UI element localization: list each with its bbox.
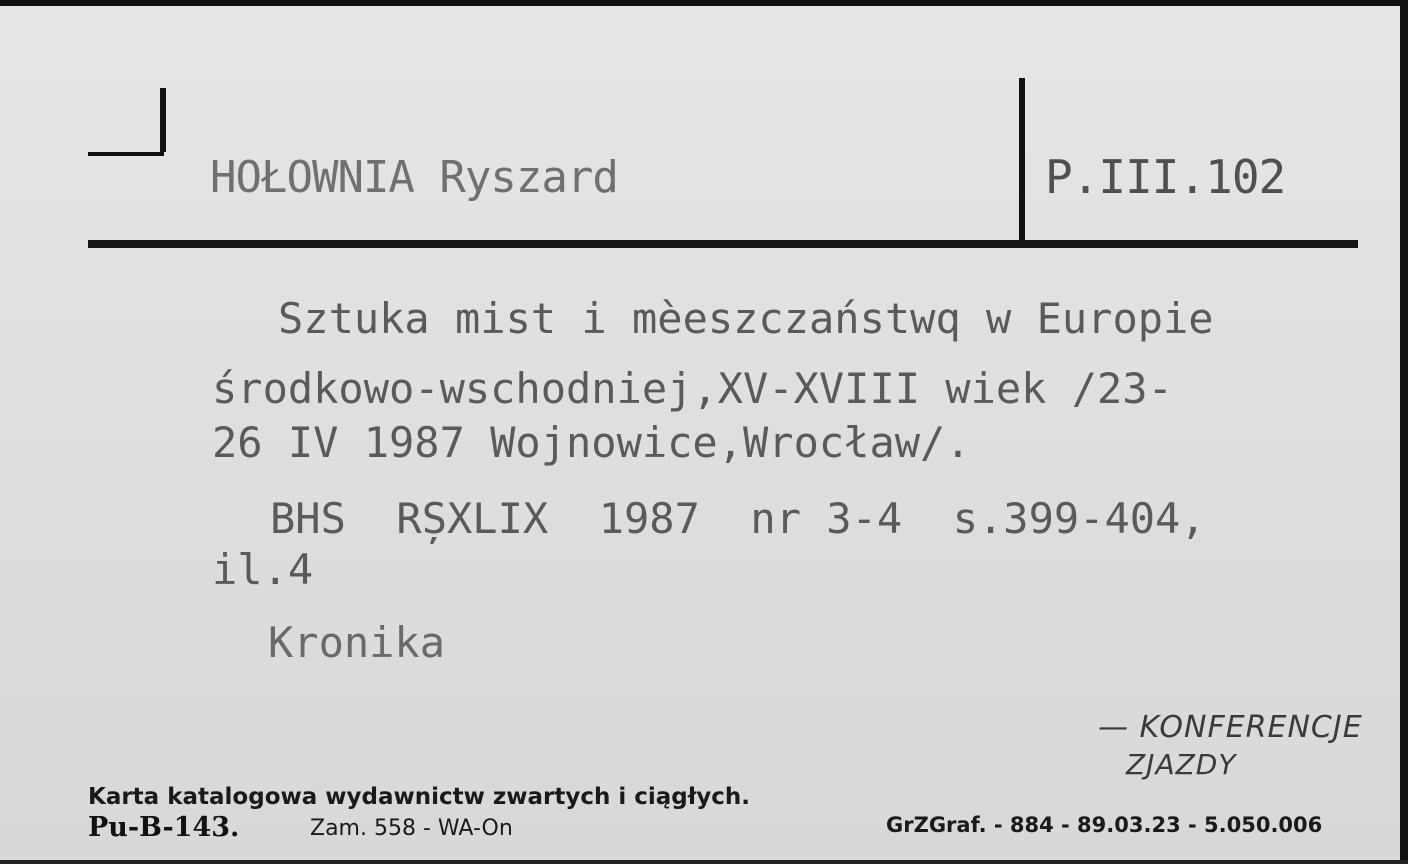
handwritten-note-line-2: ZJAZDY bbox=[1126, 748, 1237, 781]
card-top-edge bbox=[0, 0, 1408, 6]
source-line-1: BHS RȘXLIX 1987 nr 3-4 s.399-404, bbox=[270, 494, 1206, 543]
card-bottom-edge bbox=[0, 860, 1408, 864]
form-code: Pu-B-143. bbox=[88, 812, 240, 843]
author-heading: HOŁOWNIA Ryszard bbox=[210, 152, 618, 203]
corner-mark-vertical bbox=[160, 88, 166, 152]
handwritten-note-line-1: — KONFERENCJE bbox=[1098, 710, 1363, 745]
header-separator bbox=[1019, 78, 1025, 244]
shelfmark: P.III.102 bbox=[1045, 150, 1286, 204]
title-line-3: 26 IV 1987 Wojnowice,Wrocław/. bbox=[212, 418, 971, 467]
category-label: Kronika bbox=[268, 618, 446, 667]
title-line-1: Sztuka mist i mèeszczaństwq w Europie bbox=[278, 294, 1214, 343]
form-title: Karta katalogowa wydawnictw zwartych i ciągłych. bbox=[88, 784, 751, 810]
header-rule bbox=[88, 240, 1358, 248]
printer-info: GrZGraf. - 884 - 89.03.23 - 5.050.006 bbox=[886, 813, 1323, 837]
title-line-2: środkowo-wschodniej,XV-XVIII wiek /23- bbox=[212, 364, 1173, 413]
order-number: Zam. 558 - WA-On bbox=[310, 816, 513, 841]
source-line-2: il.4 bbox=[212, 545, 314, 594]
card-right-edge bbox=[1400, 0, 1408, 864]
corner-mark-horizontal bbox=[88, 152, 164, 156]
